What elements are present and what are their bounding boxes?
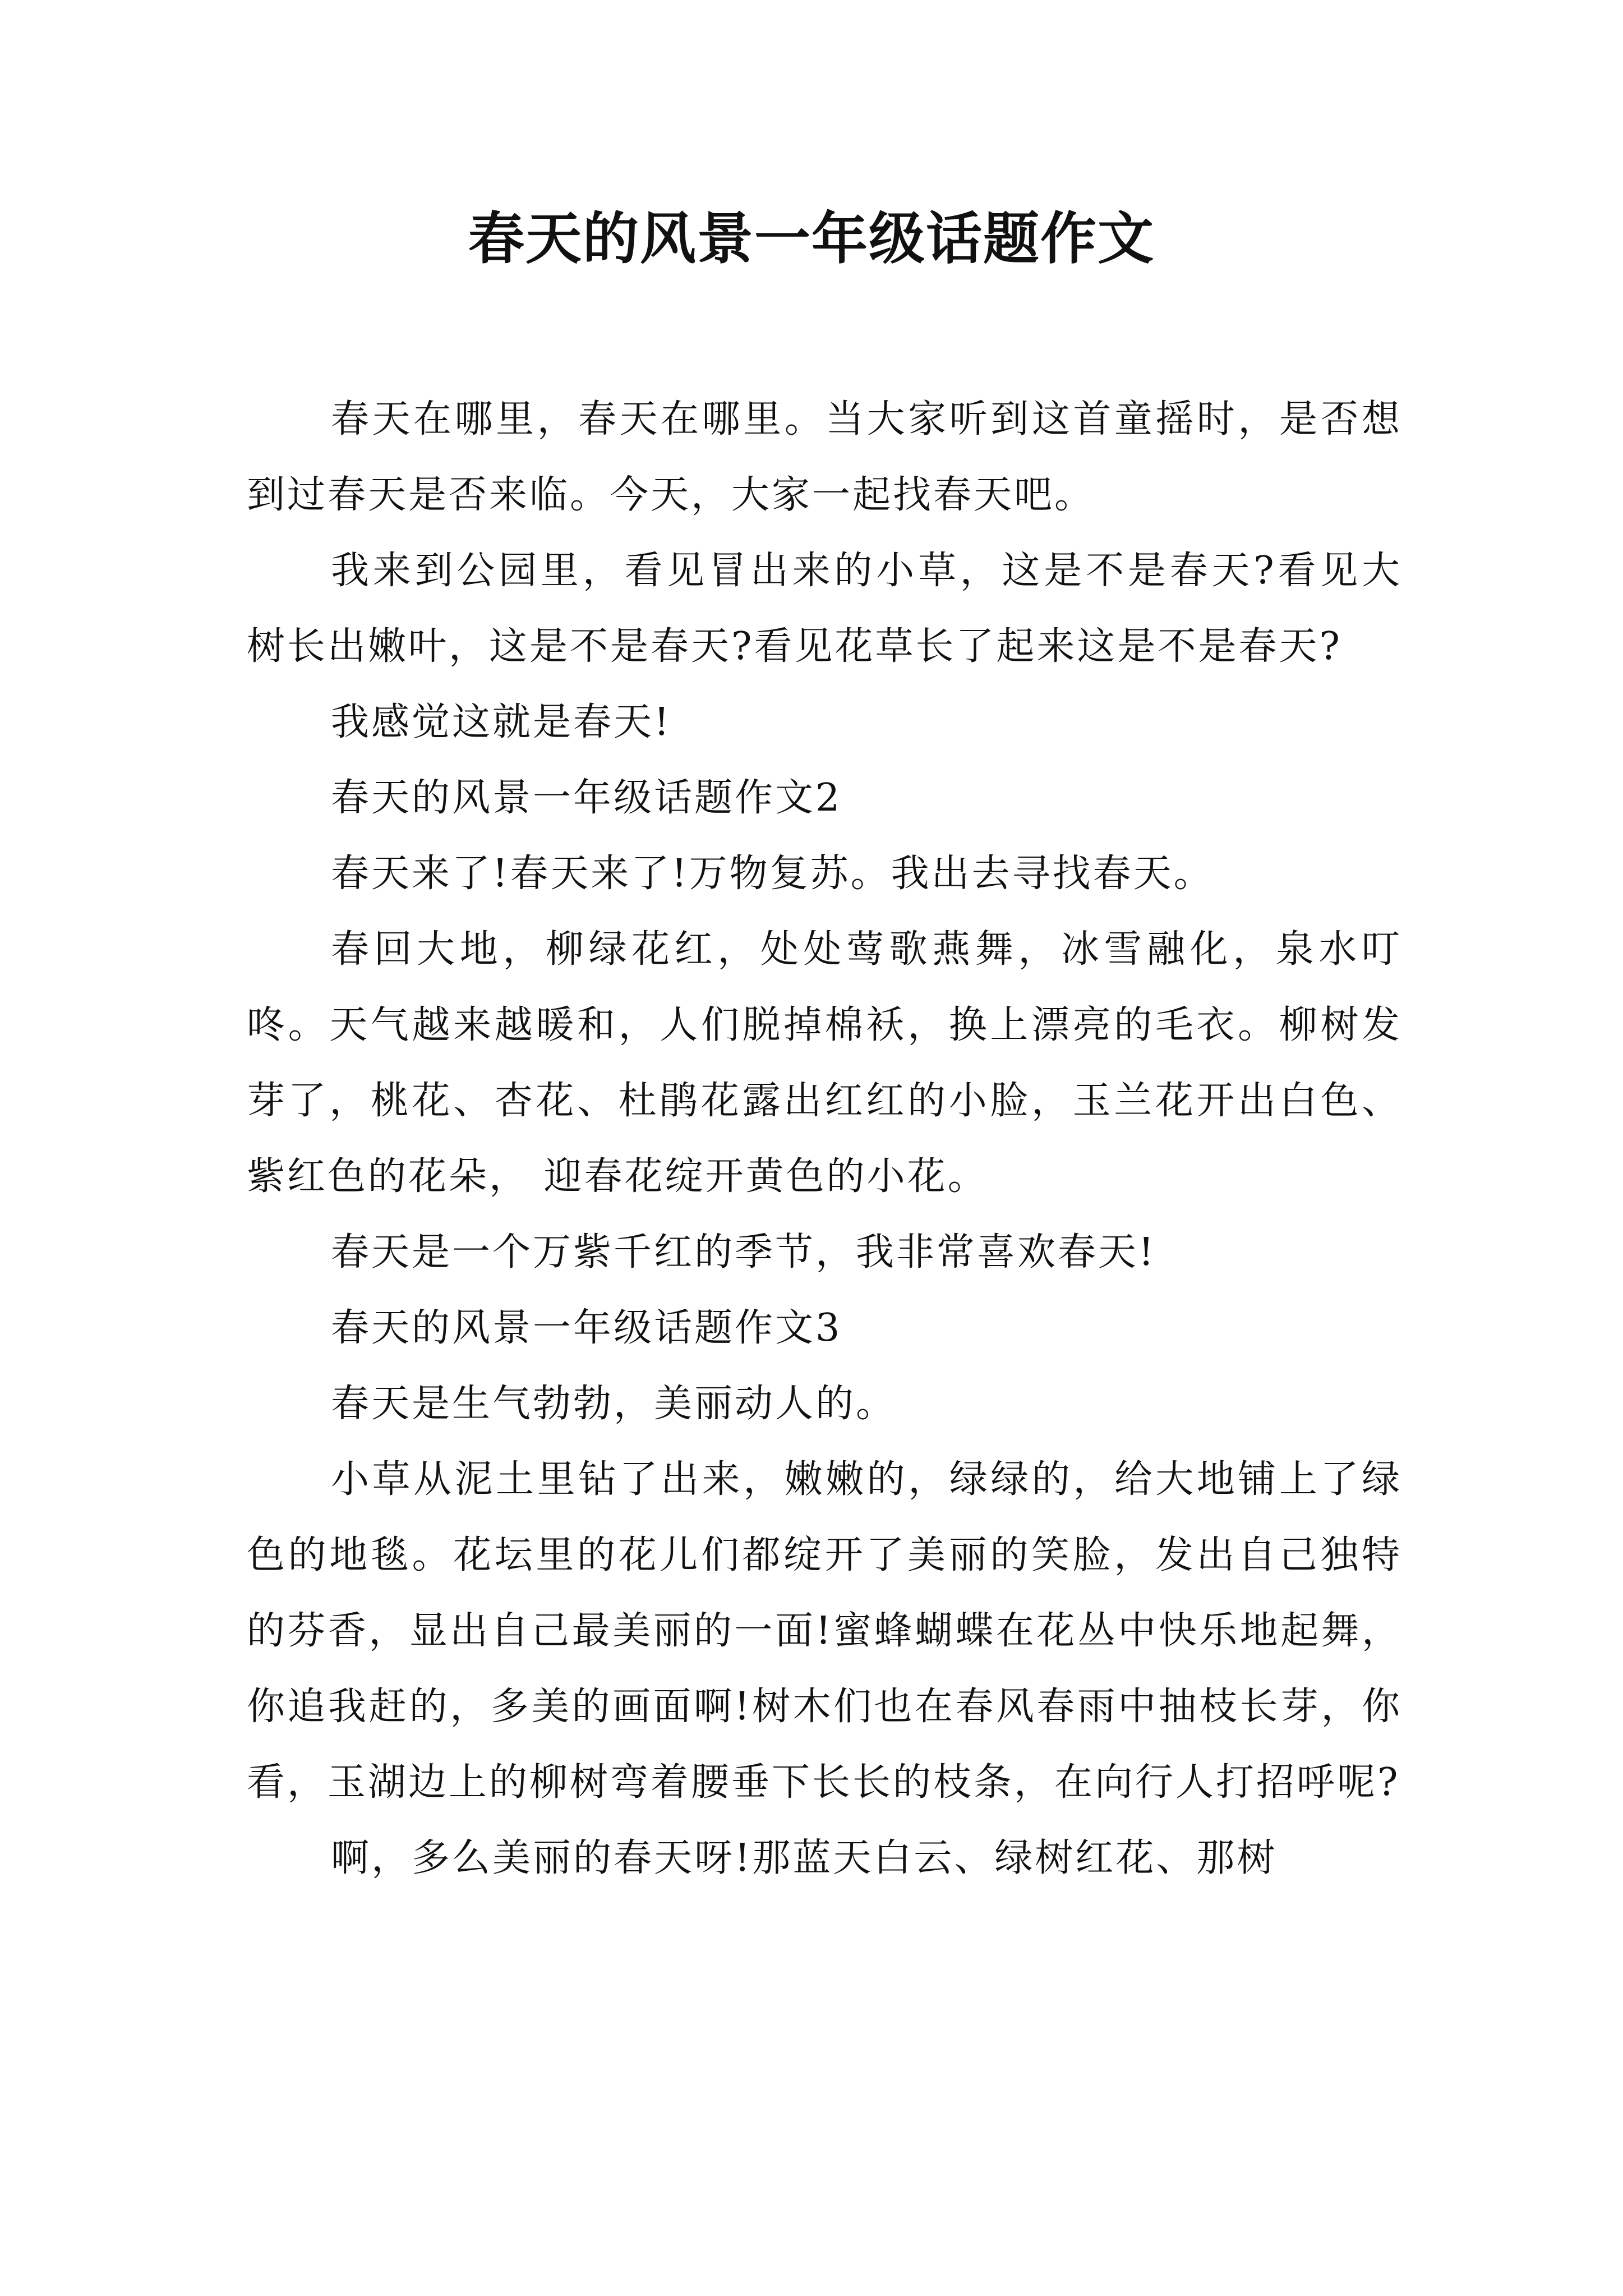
paragraph: 我感觉这就是春天! <box>331 700 672 744</box>
paragraph: 啊，多么美丽的春天呀!那蓝天白云、绿树红花、那树 <box>331 1836 1278 1880</box>
paragraph: 春天是生气勃勃，美丽动人的。 <box>331 1382 897 1426</box>
paragraph: 春天是一个万紫千红的季节，我非常喜欢春天! <box>331 1230 1156 1274</box>
paragraph: 小草从泥土里钻了出来，嫩嫩的，绿绿的，给大地铺上了绿色的地毯。花坛里的花儿们都绽开了美丽的笑脸，发出自己独特的芬香，显出自己最美丽的一面!蜜蜂蝴蝶在花丛中快乐地起舞，你追我赶的，多美的画面啊!树木们也在春风春雨中抽枝长芽，你看，玉湖边上的柳树弯着腰垂下长长的枝条，在向行人打招呼呢? <box>247 1457 1402 1805</box>
document-body <box>247 381 1402 1896</box>
section-heading: 春天的风景一年级话题作文3 <box>331 1306 842 1350</box>
document-title: 春天的风景一年级话题作文 <box>468 205 1155 272</box>
paragraph: 春回大地，柳绿花红，处处莺歌燕舞，冰雪融化，泉水叮咚。天气越来越暖和，人们脱掉棉袄，换上漂亮的毛衣。柳树发芽了，桃花、杏花、杜鹃花露出红红的小脸，玉兰花开出白色、紫红色的花朵， 迎春花绽开黄色的小花。 <box>247 927 1402 1199</box>
paragraph: 春天来了!春天来了!万物复苏。我出去寻找春天。 <box>331 852 1214 896</box>
paragraph: 春天在哪里，春天在哪里。当大家听到这首童摇时，是否想到过春天是否来临。今天，大家一起找春天吧。 <box>247 397 1402 517</box>
section-heading: 春天的风景一年级话题作文2 <box>331 776 842 820</box>
paragraph: 我来到公园里，看见冒出来的小草，这是不是春天?看见大树长出嫩叶，这是不是春天?看见花草长了起来这是不是春天? <box>247 549 1402 669</box>
